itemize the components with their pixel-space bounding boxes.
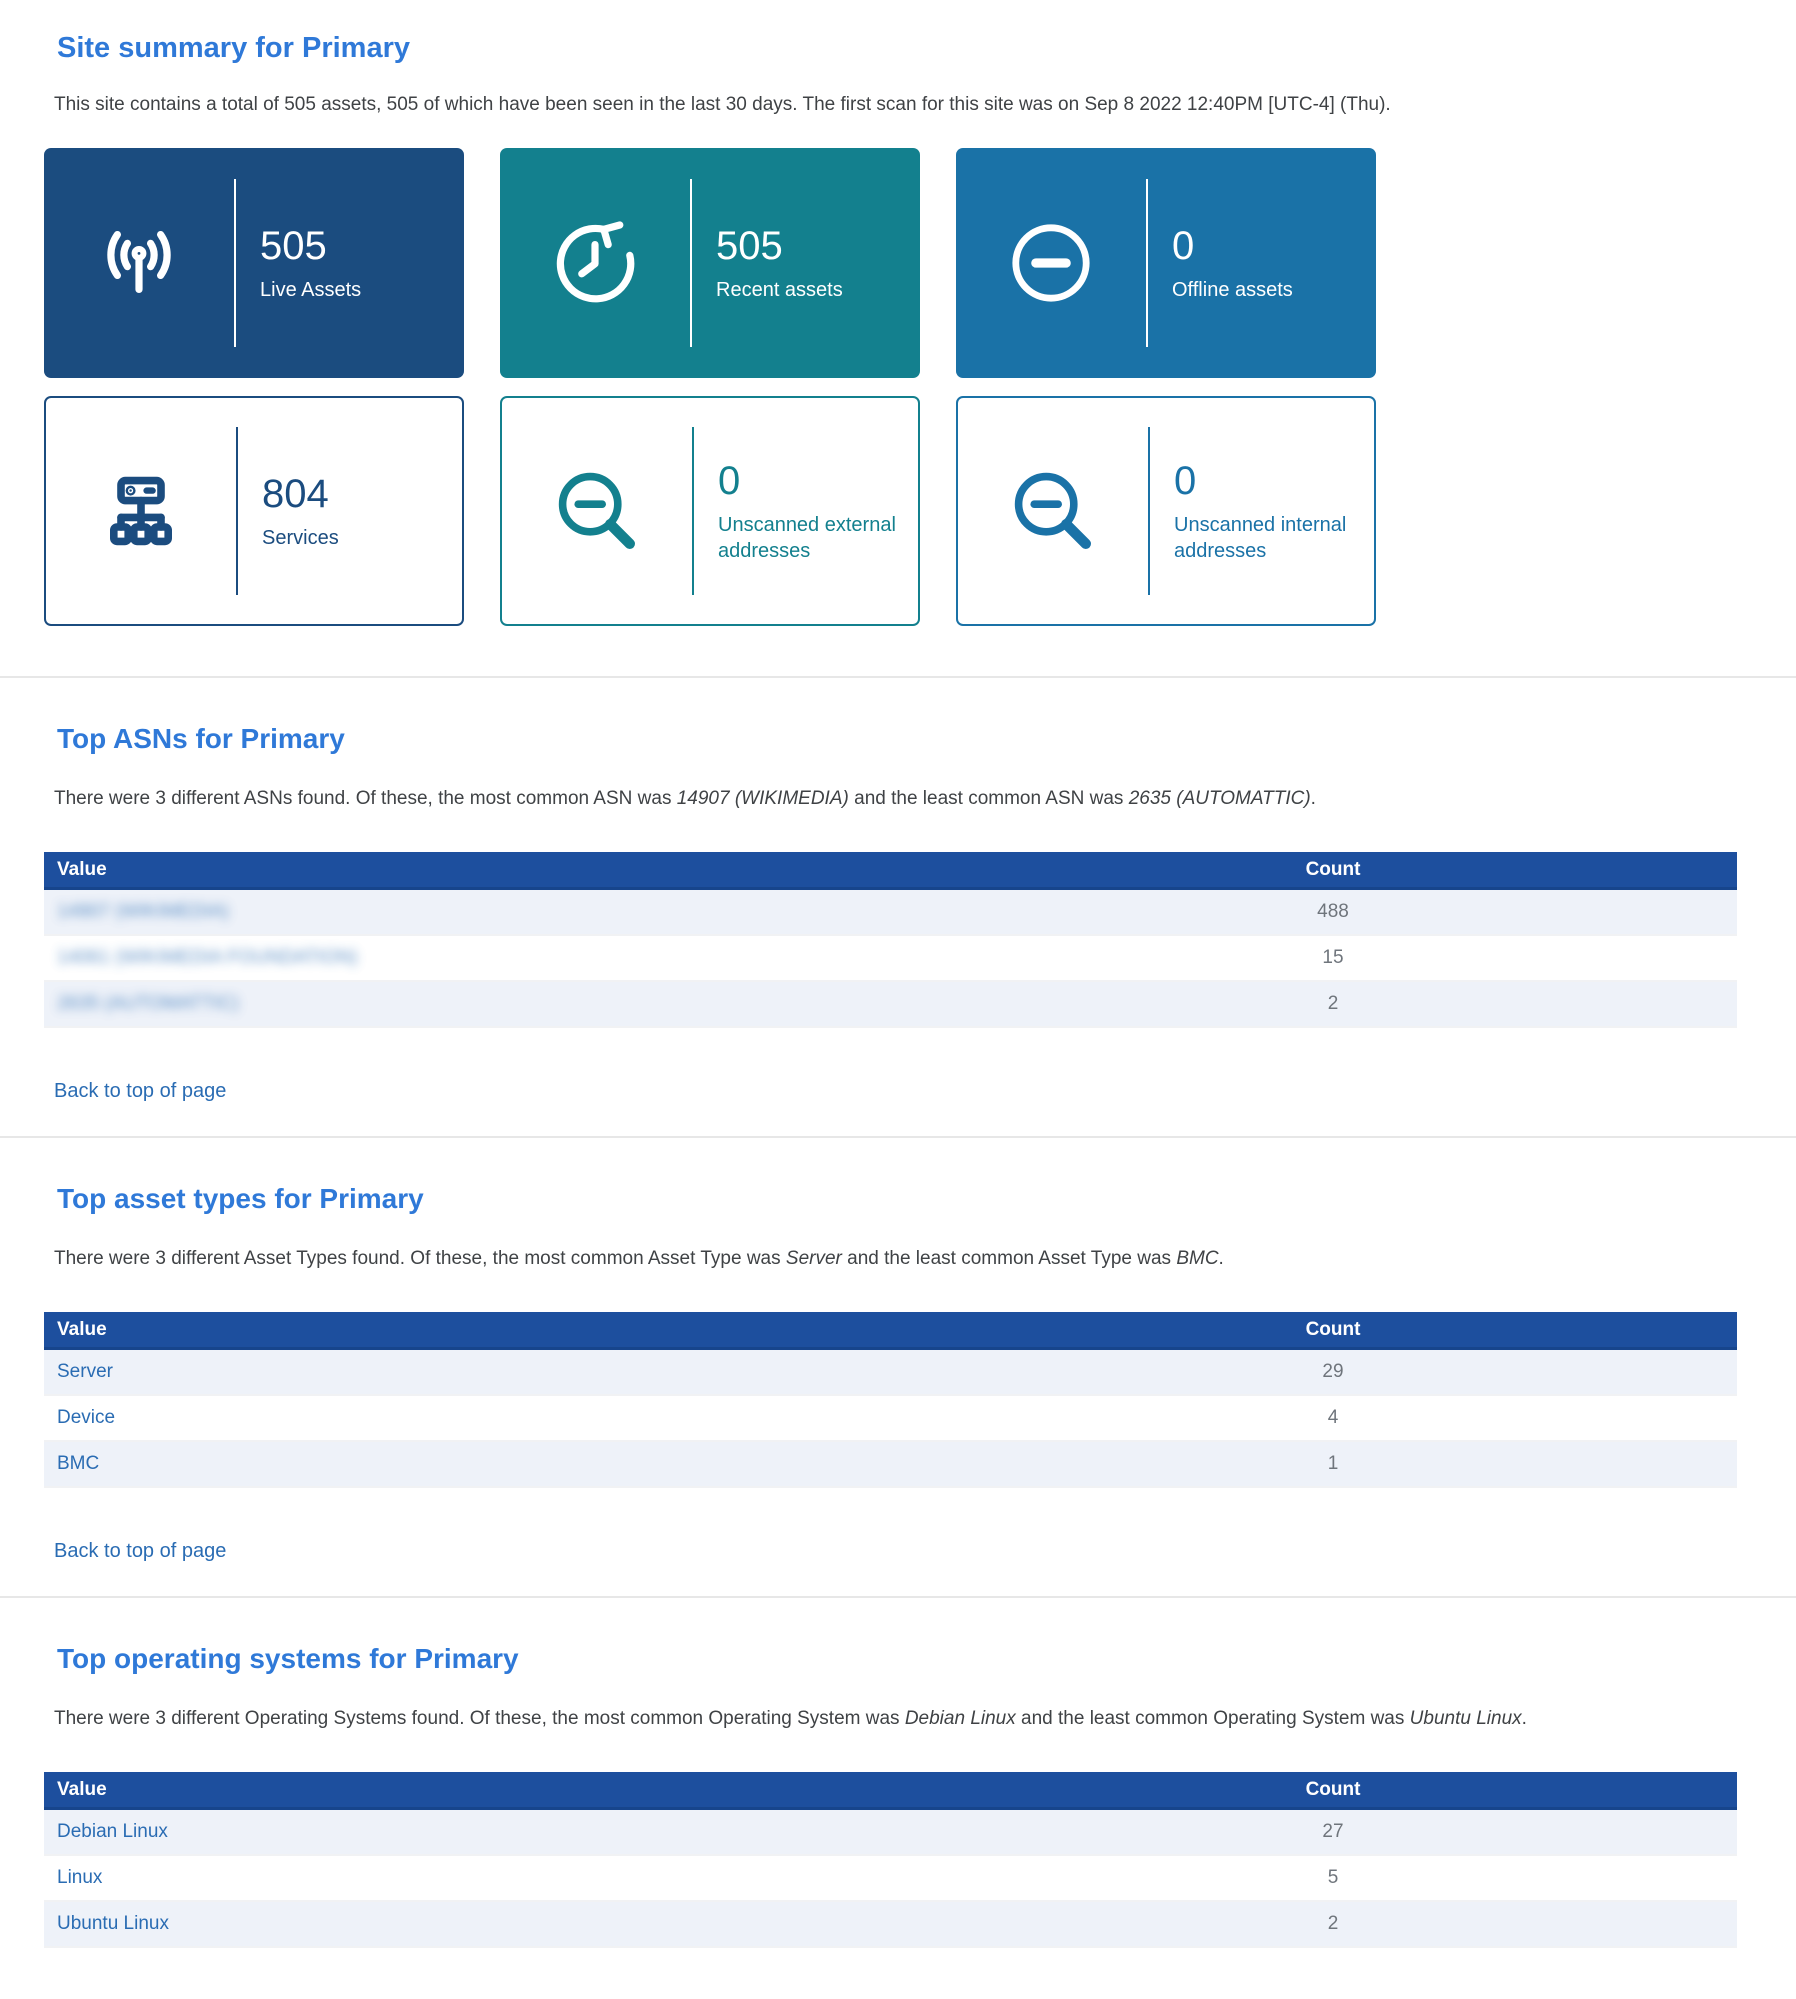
column-header-count: Count <box>1305 858 1361 880</box>
table-header-row <box>44 1772 1737 1810</box>
card-value: 0 <box>718 458 741 503</box>
section-title: Top operating systems for Primary <box>57 1643 519 1674</box>
count-cell: 2 <box>1327 1913 1339 1934</box>
back-to-top-link[interactable]: Back to top of page <box>54 1540 227 1562</box>
column-header-count: Count <box>1305 1778 1361 1800</box>
minus-circle-icon <box>956 215 1146 311</box>
back-to-top-link[interactable]: Back to top of page <box>54 1080 227 1102</box>
unscanned-internal-card[interactable] <box>956 396 1376 626</box>
table-row <box>44 890 1737 936</box>
section-description <box>44 786 1734 812</box>
most-common-value: Debian Linux <box>904 1708 1016 1729</box>
card-value: 0 <box>1172 223 1195 268</box>
count-cell: 27 <box>1322 1821 1344 1842</box>
table-header-row <box>44 852 1737 890</box>
section-title: Top asset types for Primary <box>57 1183 424 1214</box>
description-text: . <box>1218 1248 1224 1269</box>
table-row <box>44 1396 1737 1442</box>
asset-type-table <box>44 1312 1737 1488</box>
card-value: 505 <box>260 223 327 268</box>
card-label: Live Assets <box>260 278 362 301</box>
count-cell: 488 <box>1317 901 1349 922</box>
card-value: 505 <box>716 223 783 268</box>
section-description <box>44 1246 1734 1272</box>
table-row <box>44 1350 1737 1396</box>
os-link[interactable]: Linux <box>57 1867 103 1888</box>
asn-value-link[interactable]: 2635 (AUTOMATTIC) <box>57 993 239 1014</box>
table-row <box>44 1442 1737 1488</box>
count-cell: 5 <box>1327 1867 1339 1888</box>
top-asns-section <box>0 678 1796 1136</box>
asn-value-link[interactable]: 14907 (WIKIMEDIA) <box>57 901 230 922</box>
least-common-value: Ubuntu Linux <box>1409 1708 1522 1729</box>
most-common-value: Server <box>785 1248 842 1269</box>
site-summary-section <box>0 0 1796 626</box>
least-common-value: 2635 (AUTOMATTIC) <box>1128 788 1311 809</box>
card-divider <box>692 427 694 595</box>
page-title: Site summary for Primary <box>57 32 410 64</box>
card-divider <box>690 179 692 347</box>
description-text: . <box>1521 1708 1527 1729</box>
card-divider <box>1146 179 1148 347</box>
stat-cards-grid <box>44 148 1376 626</box>
asn-table <box>44 852 1737 1028</box>
site-summary-text: This site contains a total of 505 assets, 505 of which have been seen in the last 30 days. The first scan for this site was on Sep 8 2022 12:40PM [UTC-4] (Thu). <box>54 94 1391 115</box>
operating-system-table <box>44 1772 1737 1948</box>
recent-assets-card[interactable] <box>500 148 920 378</box>
asset-type-link[interactable]: Server <box>57 1361 113 1382</box>
column-header-value: Value <box>57 1778 107 1800</box>
asn-value-link[interactable]: 14061 (WIKIMEDIA FOUNDATION) <box>57 947 358 968</box>
zoom-out-icon <box>502 463 692 559</box>
description-text: and the least common Asset Type was <box>841 1248 1177 1269</box>
card-value: 804 <box>262 471 329 516</box>
description-text: and the least common Operating System was <box>1015 1708 1410 1729</box>
count-cell: 4 <box>1327 1407 1339 1428</box>
services-card[interactable] <box>44 396 464 626</box>
zoom-out-icon <box>958 463 1148 559</box>
section-title: Top ASNs for Primary <box>57 723 345 754</box>
section-description <box>44 1706 1734 1732</box>
table-row <box>44 1810 1737 1856</box>
card-value: 0 <box>1174 458 1197 503</box>
unscanned-external-card[interactable] <box>500 396 920 626</box>
table-row <box>44 1902 1737 1948</box>
card-label: Services <box>262 526 339 549</box>
top-operating-systems-section <box>0 1598 1796 1982</box>
table-row <box>44 936 1737 982</box>
description-text: There were 3 different ASNs found. Of these, the most common ASN was <box>54 788 677 809</box>
asset-type-link[interactable]: Device <box>57 1407 116 1428</box>
count-cell: 2 <box>1327 993 1339 1014</box>
card-divider <box>236 427 238 595</box>
column-header-value: Value <box>57 1318 107 1340</box>
offline-assets-card[interactable] <box>956 148 1376 378</box>
least-common-value: BMC <box>1176 1248 1219 1269</box>
os-link[interactable]: Ubuntu Linux <box>57 1913 169 1934</box>
network-tree-icon <box>46 463 236 559</box>
description-text: There were 3 different Operating Systems found. Of these, the most common Operating System was <box>54 1708 905 1729</box>
count-cell: 1 <box>1327 1453 1339 1474</box>
description-text: . <box>1310 788 1316 809</box>
card-label: Unscanned internal addresses <box>1174 513 1347 562</box>
asset-type-link[interactable]: BMC <box>57 1453 100 1474</box>
card-divider <box>234 179 236 347</box>
history-clock-icon <box>500 215 690 311</box>
column-header-value: Value <box>57 858 107 880</box>
column-header-count: Count <box>1305 1318 1361 1340</box>
card-label: Recent assets <box>716 278 843 301</box>
description-text: and the least common ASN was <box>848 788 1129 809</box>
count-cell: 29 <box>1322 1361 1344 1382</box>
card-divider <box>1148 427 1150 595</box>
table-header-row <box>44 1312 1737 1350</box>
count-cell: 15 <box>1322 947 1344 968</box>
card-label: Offline assets <box>1172 278 1293 301</box>
live-assets-card[interactable] <box>44 148 464 378</box>
broadcast-icon <box>44 215 234 311</box>
top-asset-types-section <box>0 1138 1796 1596</box>
card-label: Unscanned external addresses <box>718 513 896 562</box>
table-row <box>44 982 1737 1028</box>
os-link[interactable]: Debian Linux <box>57 1821 168 1842</box>
table-row <box>44 1856 1737 1902</box>
description-text: There were 3 different Asset Types found. Of these, the most common Asset Type was <box>54 1248 786 1269</box>
most-common-value: 14907 (WIKIMEDIA) <box>676 788 849 809</box>
